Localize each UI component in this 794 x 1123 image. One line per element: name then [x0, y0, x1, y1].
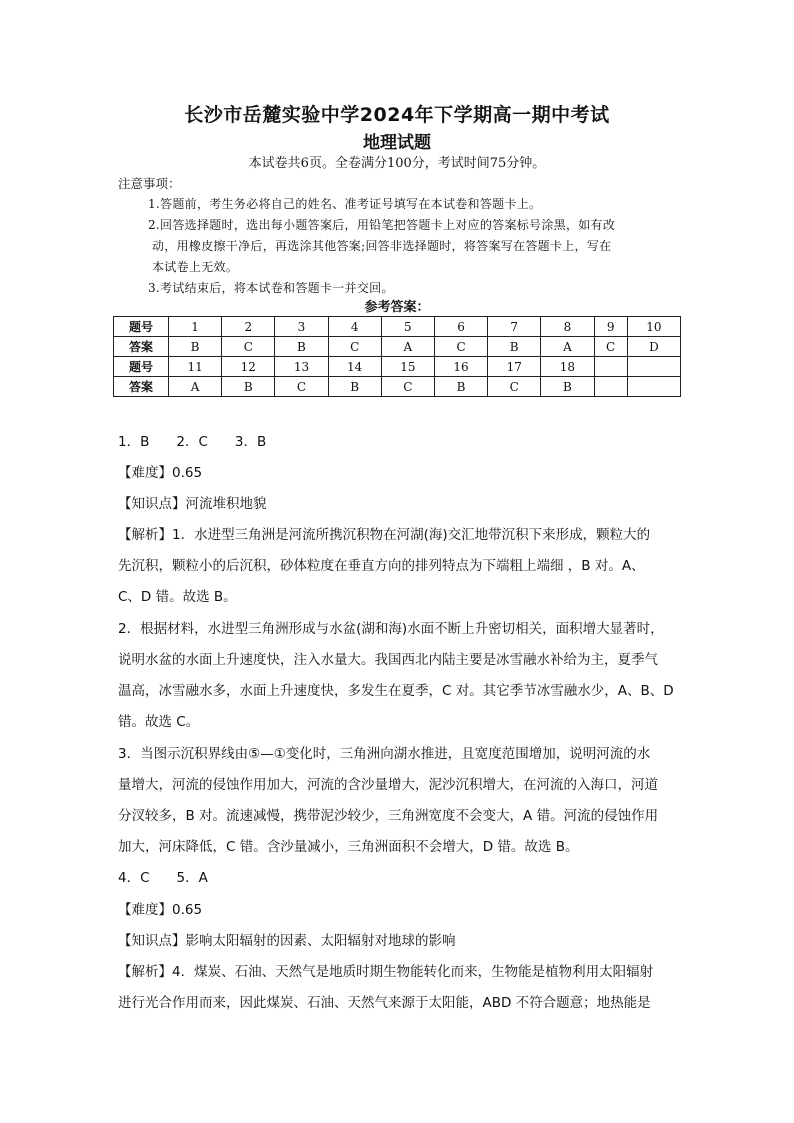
- cell: [627, 377, 680, 397]
- notice-item-2-line-3: 本试卷上无效。: [152, 260, 239, 274]
- cell: 1: [169, 317, 222, 337]
- cell: 4: [328, 317, 381, 337]
- knowledge-point-1: 【知识点】河流堆积地貌: [118, 496, 267, 512]
- difficulty-2: 【难度】0.65: [118, 902, 203, 918]
- cell: 12: [222, 357, 275, 377]
- exam-info: 本试卷共6页。全卷满分100分，考试时间75分钟。: [248, 156, 546, 171]
- cell: 9: [594, 317, 627, 337]
- cell: 14: [328, 357, 381, 377]
- answer-table: [113, 316, 681, 397]
- cell: A: [169, 377, 222, 397]
- cell: A: [381, 337, 434, 357]
- cell: 2: [222, 317, 275, 337]
- notice-title: 注意事项：: [118, 176, 181, 191]
- analysis-line: 温高，冰雪融水多，水面上升速度快，多发生在夏季，C 对。其它季节冰雪融水少，A、B、D: [118, 683, 674, 699]
- cell: 17: [488, 357, 541, 377]
- cell: 16: [434, 357, 487, 377]
- cell: B: [541, 377, 594, 397]
- analysis-line: 进行光合作用而来，因此煤炭、石油、天然气来源于太阳能，ABD 不符合题意；地热能是: [118, 995, 651, 1011]
- cell: C: [222, 337, 275, 357]
- cell: C: [381, 377, 434, 397]
- cell: C: [328, 337, 381, 357]
- cell: C: [488, 377, 541, 397]
- cell: 8: [541, 317, 594, 337]
- cell: [594, 377, 627, 397]
- analysis-line: 2．根据材料，水进型三角洲形成与水盆(湖和海)水面不断上升密切相关，面积增大显著时，: [118, 621, 664, 637]
- analysis-line: 【解析】4．煤炭、石油、天然气是地质时期生物能转化而来，生物能是植物利用太阳辐射: [118, 964, 654, 980]
- row-label: 题号: [114, 317, 169, 337]
- notice-item-2-line-2: 动，用橡皮擦干净后，再选涂其他答案;回答非选择题时，将答案写在答题卡上，写在: [152, 239, 612, 253]
- analysis-line: 说明水盆的水面上升速度快，注入水量大。我国西北内陆主要是冰雪融水补给为主，夏季气: [118, 652, 658, 668]
- answers-title: 参考答案：: [364, 300, 430, 315]
- knowledge-point-2: 【知识点】影响太阳辐射的因素、太阳辐射对地球的影响: [118, 933, 456, 949]
- answer-table-answer-row-1: [114, 337, 681, 357]
- analysis-line: 加大，河床降低，C 错。含沙量减小，三角洲面积不会增大，D 错。故选 B。: [118, 839, 579, 855]
- page-subtitle: 地理试题: [363, 133, 431, 153]
- cell: 18: [541, 357, 594, 377]
- answer-table-answer-row-2: [114, 377, 681, 397]
- cell: 6: [434, 317, 487, 337]
- answer-line-4-5: 4．C 5．A: [118, 870, 208, 886]
- answer-table-question-row-2: [114, 357, 681, 377]
- analysis-line: 3．当图示沉积界线由⑤—①变化时，三角洲向湖水推进，且宽度范围增加，说明河流的水: [118, 746, 651, 762]
- difficulty-1: 【难度】0.65: [118, 465, 203, 481]
- answer-line-1-3: 1．B 2．C 3．B: [118, 434, 267, 450]
- notice-item-1: 1.答题前，考生务必将自己的姓名、准考证号填写在本试卷和答题卡上。: [148, 197, 542, 211]
- cell: 13: [275, 357, 328, 377]
- cell: B: [275, 337, 328, 357]
- cell: 5: [381, 317, 434, 337]
- notice-item-2-line-1: 2.回答选择题时，选出每小题答案后，用铅笔把答题卡上对应的答案标号涂黑，如有改: [148, 218, 616, 232]
- cell: B: [328, 377, 381, 397]
- page-title: 长沙市岳麓实验中学2024年下学期高一期中考试: [184, 104, 610, 126]
- cell: C: [275, 377, 328, 397]
- cell: [627, 357, 680, 377]
- cell: C: [594, 337, 627, 357]
- row-label: 题号: [114, 357, 169, 377]
- cell: 15: [381, 357, 434, 377]
- cell: B: [169, 337, 222, 357]
- cell: B: [222, 377, 275, 397]
- analysis-line: 错。故选 C。: [118, 714, 200, 730]
- analysis-line: 量增大，河流的侵蚀作用加大，河流的含沙量增大，泥沙沉积增大，在河流的入海口，河道: [118, 777, 658, 793]
- cell: D: [627, 337, 680, 357]
- cell: C: [434, 337, 487, 357]
- row-label: 答案: [114, 377, 169, 397]
- cell: 3: [275, 317, 328, 337]
- cell: A: [541, 337, 594, 357]
- row-label: 答案: [114, 337, 169, 357]
- analysis-line: 分汊较多，B 对。流速减慢，携带泥沙较少，三角洲宽度不会变大，A 错。河流的侵蚀作用: [118, 808, 659, 824]
- analysis-line: 【解析】1．水进型三角洲是河流所携沉积物在河湖(海)交汇地带沉积下来形成，颗粒大的: [118, 527, 651, 543]
- cell: [594, 357, 627, 377]
- notice-item-3: 3.考试结束后，将本试卷和答题卡一并交回。: [148, 281, 394, 295]
- cell: 7: [488, 317, 541, 337]
- analysis-line: C、D 错。故选 B。: [118, 589, 237, 605]
- cell: 10: [627, 317, 680, 337]
- analysis-line: 先沉积，颗粒小的后沉积，砂体粒度在垂直方向的排列特点为下端粗上端细 ，B 对。A、: [118, 558, 645, 574]
- cell: B: [434, 377, 487, 397]
- answer-table-question-row-1: [114, 317, 681, 337]
- cell: 11: [169, 357, 222, 377]
- cell: B: [488, 337, 541, 357]
